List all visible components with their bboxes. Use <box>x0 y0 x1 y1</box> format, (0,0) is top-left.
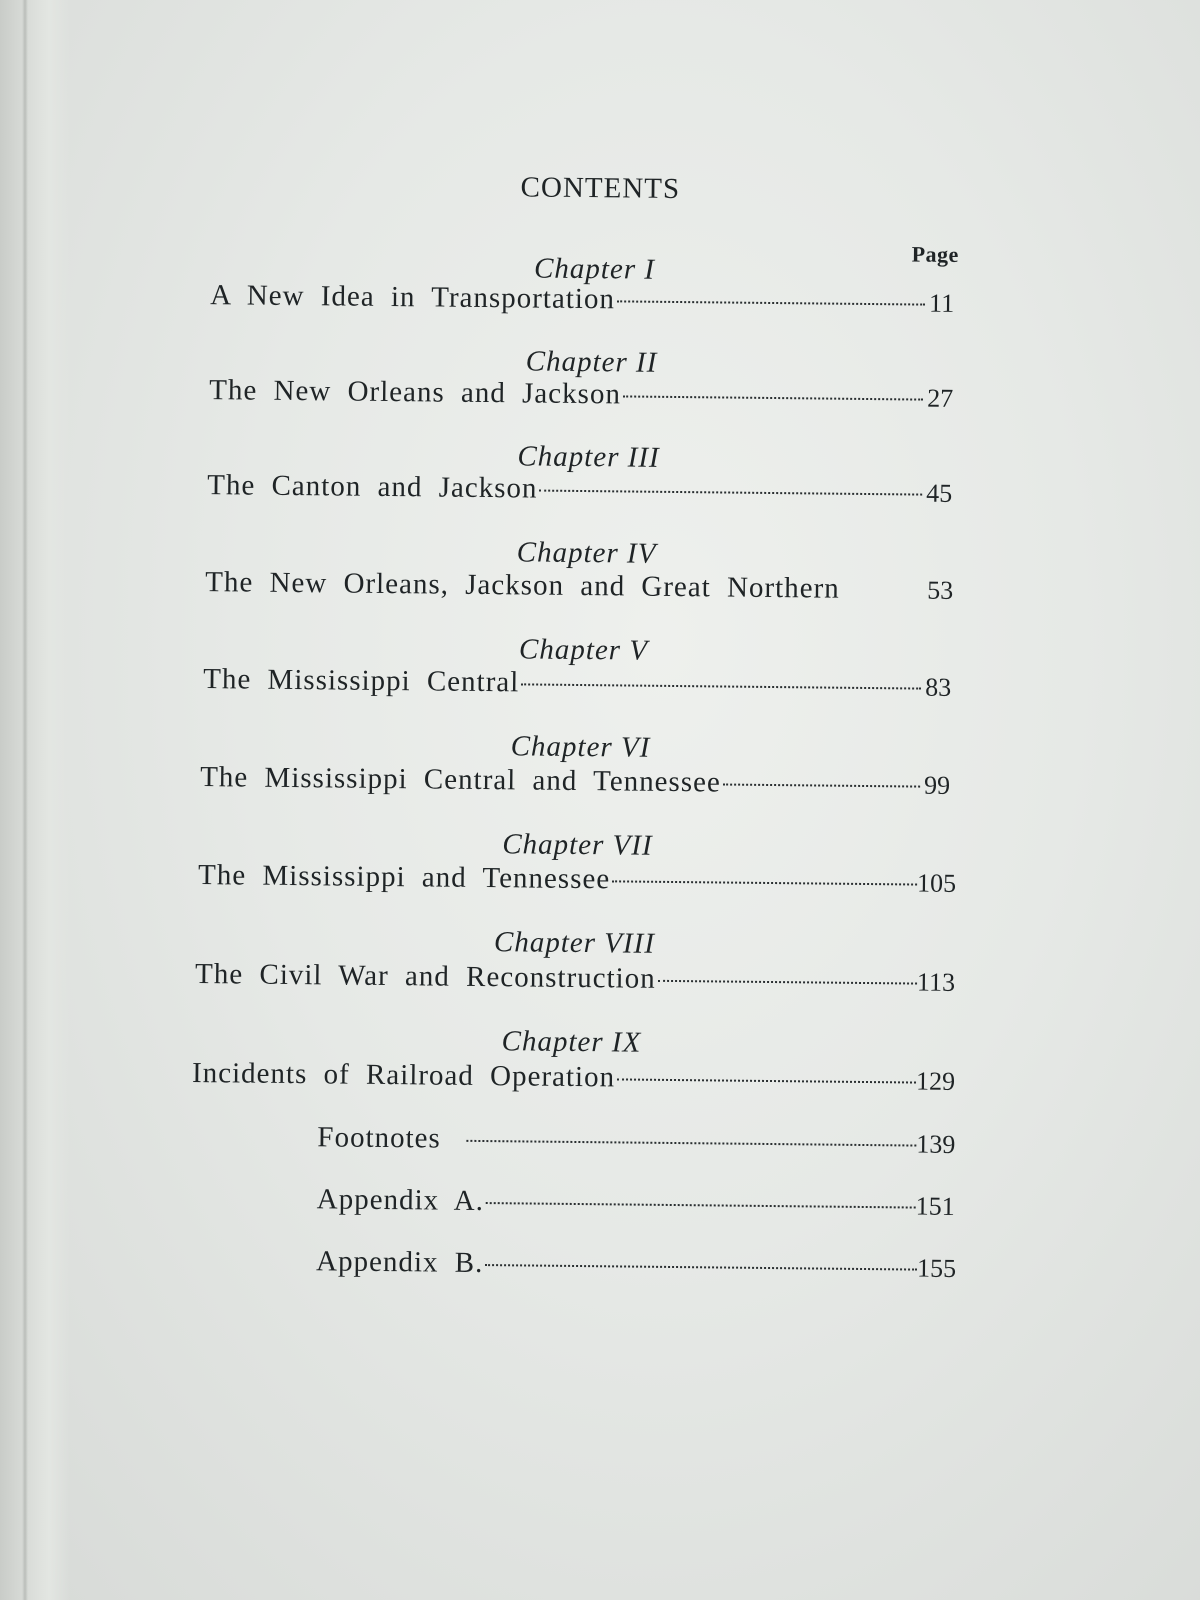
toc-entry-title: The Mississippi and Tennessee <box>197 859 611 896</box>
dot-leader <box>485 1264 917 1271</box>
dot-leader <box>521 683 921 689</box>
toc-entry-appendix-b <box>316 1245 956 1292</box>
toc-entry-page: 27 <box>927 383 954 413</box>
toc-entry-7 <box>198 859 956 907</box>
dot-leader <box>723 784 920 788</box>
toc-entry-8 <box>195 958 955 1006</box>
chapter-label-4: Chapter IV <box>516 536 657 570</box>
toc-entry-4 <box>205 566 953 614</box>
toc-entry-title: The New Orleans, Jackson and Great Northern <box>205 566 840 605</box>
toc-entry-title: The Civil War and Reconstruction <box>194 957 656 995</box>
chapter-label-1: Chapter I <box>533 252 656 286</box>
dot-leader <box>486 1202 916 1209</box>
contents-heading: CONTENTS <box>520 171 681 206</box>
toc-entry-title: Appendix A. <box>316 1183 485 1218</box>
toc-entry-title: Footnotes <box>317 1121 441 1155</box>
toc-entry-page: 11 <box>928 288 955 318</box>
toc-entry-appendix-a <box>317 1183 955 1230</box>
toc-entry-footnotes <box>317 1121 955 1168</box>
dot-leader <box>658 980 917 985</box>
chapter-label-8: Chapter VIII <box>493 926 656 960</box>
toc-entry-6 <box>200 761 950 809</box>
toc-entry-page: 53 <box>927 575 954 605</box>
chapter-label-6: Chapter VI <box>510 730 651 764</box>
chapter-label-3: Chapter III <box>517 440 660 474</box>
toc-entry-page: 113 <box>916 967 956 997</box>
chapter-label-2: Chapter II <box>525 345 658 379</box>
toc-entry-title: The Mississippi Central and Tennessee <box>200 761 722 799</box>
toc-entry-page: 139 <box>916 1129 956 1159</box>
toc-entry-page: 155 <box>916 1253 957 1283</box>
toc-entry-3 <box>207 469 952 517</box>
toc-entry-1 <box>210 279 954 327</box>
dot-leader <box>467 1140 917 1147</box>
toc-entry-page: 151 <box>915 1191 955 1221</box>
toc-entry-page: 99 <box>923 770 951 800</box>
toc-entry-title: The New Orleans and Jackson <box>209 374 622 411</box>
toc-entry-5 <box>203 663 951 711</box>
dot-leader <box>623 395 923 400</box>
toc-entry-title: The Mississippi Central <box>203 663 520 699</box>
dot-leader <box>612 880 917 885</box>
toc-entry-title: Incidents of Railroad Operation <box>191 1056 616 1094</box>
chapter-label-7: Chapter VII <box>502 828 653 862</box>
dot-leader <box>617 1078 916 1083</box>
toc-entry-page: 45 <box>926 478 953 508</box>
toc-entry-title: A New Idea in Transportation <box>210 279 616 316</box>
dot-leader <box>617 300 925 305</box>
toc-entry-title: The Canton and Jackson <box>207 469 538 505</box>
toc-entry-page: 83 <box>925 672 952 702</box>
chapter-label-5: Chapter V <box>518 633 649 667</box>
chapter-label-9: Chapter IX <box>501 1025 642 1059</box>
toc-entry-page: 105 <box>916 868 957 898</box>
page-column-label: Page <box>911 241 960 267</box>
dot-leader <box>539 490 922 496</box>
dot-leader <box>842 592 923 593</box>
toc-entry-page: 129 <box>915 1066 956 1096</box>
toc-entry-9 <box>192 1057 955 1105</box>
toc-entry-2 <box>209 374 953 422</box>
toc-entry-title: Appendix B. <box>315 1245 484 1280</box>
